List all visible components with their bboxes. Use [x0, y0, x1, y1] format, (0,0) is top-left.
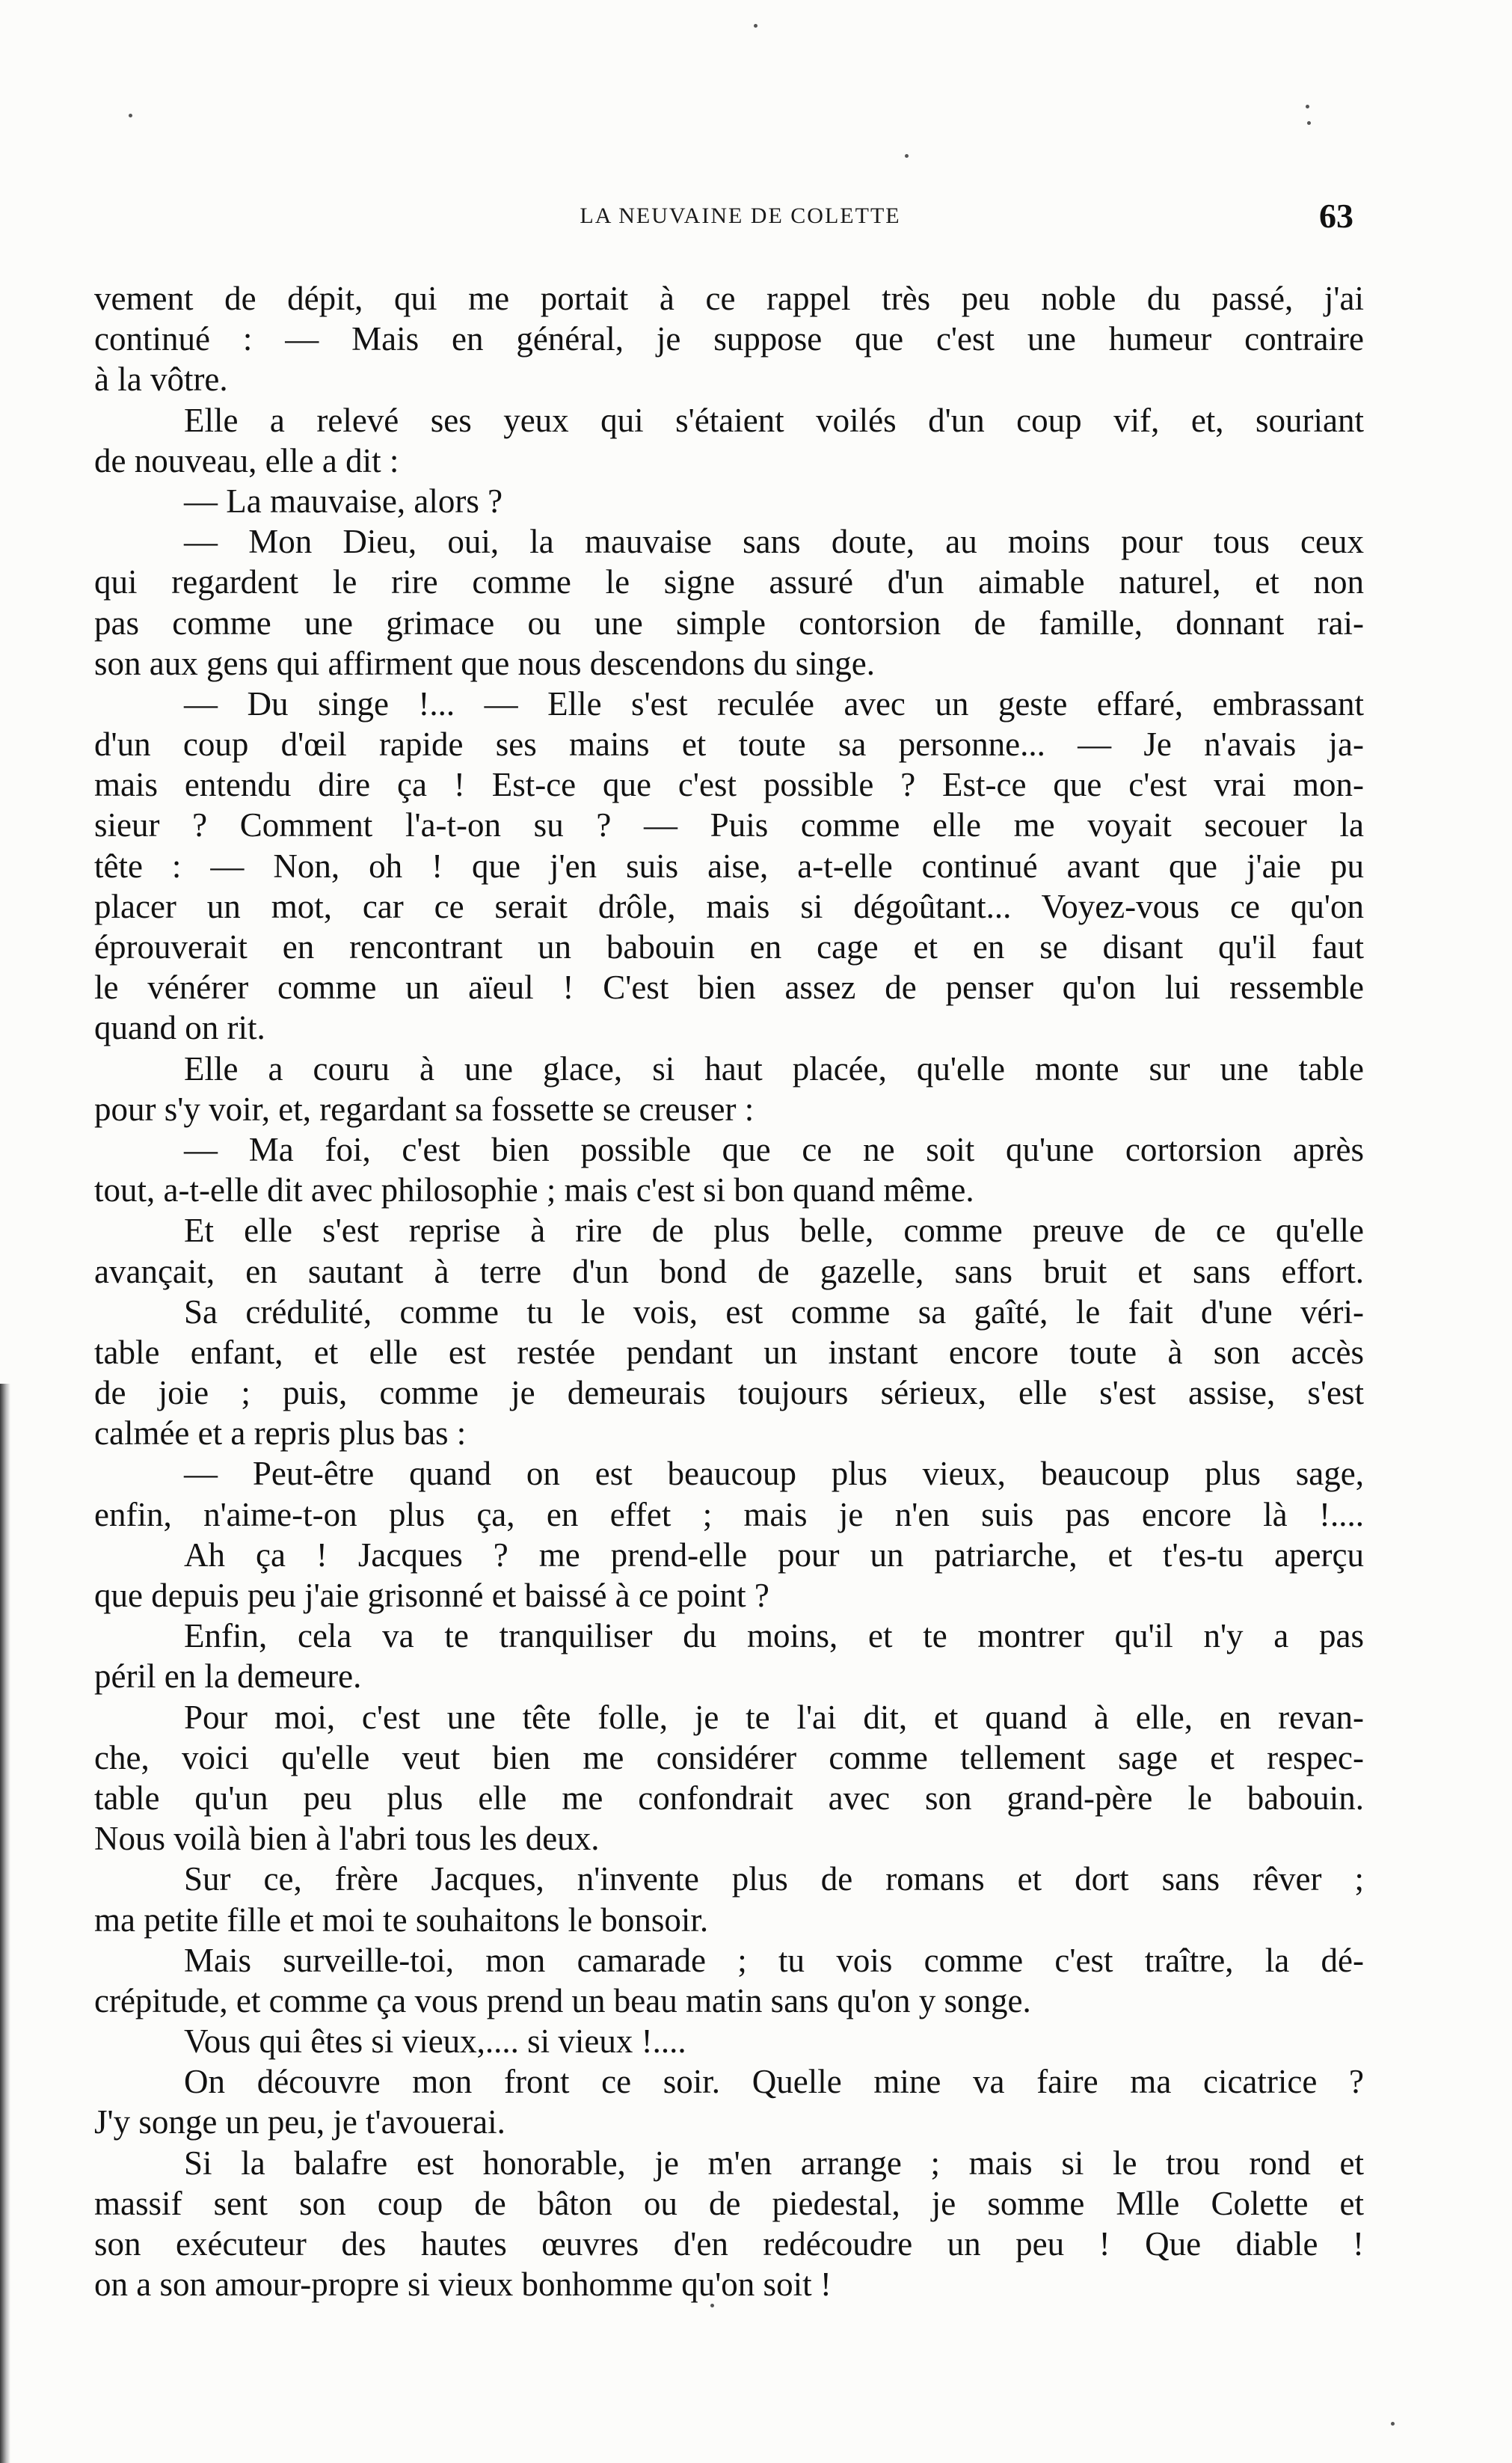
- text-line: enfin, n'aime-t-on plus ça, en effet ; mais je n'en suis pas encore là !....: [94, 1495, 1364, 1533]
- text-line: de joie ; puis, comme je demeurais toujours sérieux, elle s'est assise, s'est: [94, 1374, 1364, 1412]
- text-line: table qu'un peu plus elle me confondrait avec son grand-père le babouin.: [94, 1779, 1364, 1817]
- scan-speck: [1307, 121, 1311, 125]
- text-line: pour s'y voir, et, regardant sa fossette se creuser :: [94, 1090, 755, 1128]
- running-head: [127, 197, 1353, 241]
- body-text: [94, 278, 1364, 2304]
- text-line: che, voici qu'elle veut bien me considérer comme tellement sage et respec-: [94, 1738, 1364, 1776]
- text-line: Vous qui êtes si vieux,.... si vieux !....: [184, 2022, 686, 2061]
- running-title: LA NEUVAINE DE COLETTE: [580, 203, 901, 228]
- text-line: — La mauvaise, alors ?: [184, 482, 503, 520]
- text-line: on a son amour-propre si vieux bonhomme qu'on soit !: [94, 2266, 832, 2304]
- text-line: qui regardent le rire comme le signe assuré d'un aimable naturel, et non: [94, 563, 1364, 601]
- text-line: de nouveau, elle a dit :: [94, 441, 399, 479]
- text-line: — Mon Dieu, oui, la mauvaise sans doute, au moins pour tous ceux: [184, 523, 1364, 561]
- text-line: — Peut-être quand on est beaucoup plus vieux, beaucoup plus sage,: [184, 1455, 1364, 1493]
- text-line: continué : — Mais en général, je suppose que c'est une humeur contraire: [94, 320, 1364, 358]
- text-line: Mais surveille-toi, mon camarade ; tu vois comme c'est traître, la dé-: [184, 1941, 1364, 1979]
- scan-speck: [1391, 2422, 1395, 2426]
- text-line: placer un mot, car ce serait drôle, mais si dégoûtant... Voyez-vous ce qu'on: [94, 887, 1364, 925]
- text-line: Nous voilà bien à l'abri tous les deux.: [94, 1820, 600, 1858]
- scan-speck: [129, 114, 132, 117]
- text-line: éprouverait en rencontrant un babouin en cage et en se disant qu'il faut: [94, 928, 1364, 966]
- text-line: à la vôtre.: [94, 361, 228, 399]
- text-line: Sa crédulité, comme tu le vois, est comme sa gaîté, le fait d'une véri-: [184, 1292, 1364, 1331]
- text-line: son exécuteur des hautes œuvres d'en redécoudre un peu ! Que diable !: [94, 2225, 1364, 2263]
- text-line: calmée et a repris plus bas :: [94, 1414, 467, 1453]
- text-line: Si la balafre est honorable, je m'en arrange ; mais si le trou rond et: [184, 2144, 1364, 2182]
- scan-speck: [905, 154, 909, 158]
- text-line: son aux gens qui affirment que nous descendons du singe.: [94, 644, 875, 682]
- text-line: vement de dépit, qui me portait à ce rappel très peu noble du passé, j'ai: [94, 280, 1364, 317]
- page-binding-shadow: [0, 1384, 10, 2463]
- text-line: Sur ce, frère Jacques, n'invente plus de romans et dort sans rêver ;: [184, 1860, 1364, 1898]
- text-line: Elle a couru à une glace, si haut placée, qu'elle monte sur une table: [184, 1049, 1364, 1088]
- text-line: massif sent son coup de bâton ou de piedestal, je somme Mlle Colette et: [94, 2184, 1364, 2222]
- text-line: péril en la demeure.: [94, 1657, 362, 1696]
- text-line: d'un coup d'œil rapide ses mains et toute sa personne... — Je n'avais ja-: [94, 726, 1364, 764]
- text-line: Ah ça ! Jacques ? me prend-elle pour un patriarche, et t'es-tu aperçu: [184, 1536, 1364, 1574]
- text-line: tout, a-t-elle dit avec philosophie ; mais c'est si bon quand même.: [94, 1171, 974, 1209]
- text-line: table enfant, et elle est restée pendant un instant encore toute à son accès: [94, 1333, 1364, 1371]
- text-line: J'y songe un peu, je t'avouerai.: [94, 2103, 505, 2141]
- text-line: le vénérer comme un aïeul ! C'est bien assez de penser qu'on lui ressemble: [94, 969, 1364, 1007]
- text-line: sieur ? Comment l'a-t-on su ? — Puis comme elle me voyait secouer la: [94, 806, 1364, 844]
- text-line: mais entendu dire ça ! Est-ce que c'est possible ? Est-ce que c'est vrai mon-: [94, 766, 1364, 804]
- text-line: avançait, en sautant à terre d'un bond de gazelle, sans bruit et sans effort.: [94, 1252, 1364, 1290]
- text-line: pas comme une grimace ou une simple contorsion de famille, donnant rai-: [94, 604, 1364, 642]
- text-line: — Du singe !... — Elle s'est reculée avec un geste effaré, embrassant: [184, 684, 1364, 723]
- text-line: Enfin, cela va te tranquiliser du moins, et te montrer qu'il n'y a pas: [184, 1617, 1364, 1655]
- text-line: Elle a relevé ses yeux qui s'étaient voilés d'un coup vif, et, souriant: [184, 401, 1364, 439]
- scan-speck: [1306, 105, 1309, 108]
- text-line: ma petite fille et moi te souhaitons le bonsoir.: [94, 1901, 709, 1939]
- text-line: — Ma foi, c'est bien possible que ce ne soit qu'une cortorsion après: [184, 1130, 1364, 1168]
- text-line: crépitude, et comme ça vous prend un beau matin sans qu'on y songe.: [94, 1981, 1031, 2019]
- text-line: que depuis peu j'aie grisonné et baissé à ce point ?: [94, 1577, 769, 1614]
- text-line: Pour moi, c'est une tête folle, je te l'ai dit, et quand à elle, en revan-: [184, 1698, 1364, 1736]
- text-line: quand on rit.: [94, 1009, 265, 1047]
- text-line: On découvre mon front ce soir. Quelle mine va faire ma cicatrice ?: [184, 2063, 1364, 2101]
- scan-speck: [754, 24, 757, 28]
- text-line: tête : — Non, oh ! que j'en suis aise, a-t-elle continué avant que j'aie pu: [94, 847, 1364, 885]
- page-number: 63: [1319, 197, 1353, 235]
- text-line: Et elle s'est reprise à rire de plus belle, comme preuve de ce qu'elle: [184, 1212, 1364, 1250]
